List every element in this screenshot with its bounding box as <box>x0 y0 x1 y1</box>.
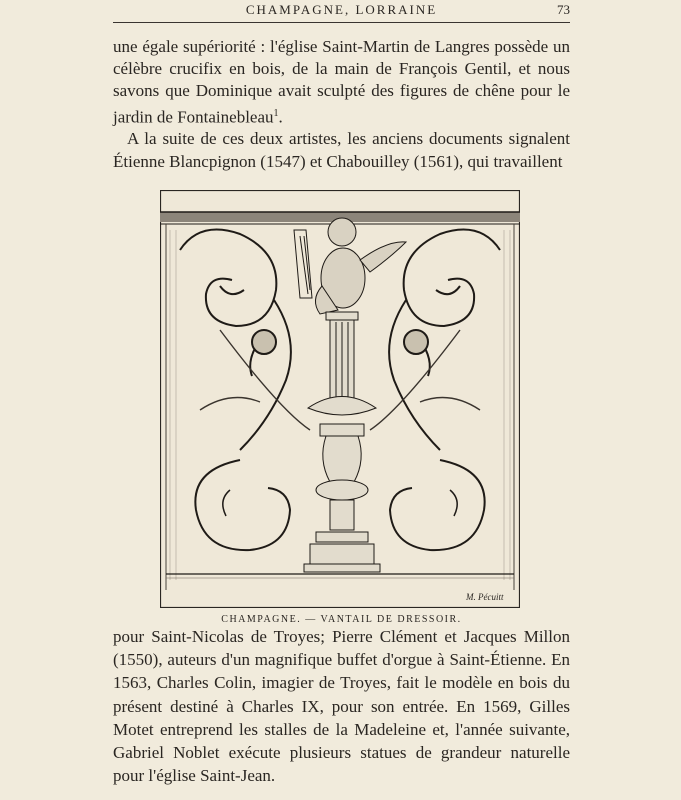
engraving-figure <box>160 190 520 608</box>
footnote-reference[interactable]: 1 <box>273 107 279 119</box>
paragraph-1-text: une égale supériorité : l'église Saint-Martin de Langres possède un célèbre crucifix en bois, de la main de François Gentil, et nous savons que Dominique avait sculpté des figures de chêne pour le jardin de Fontainebleau <box>113 37 570 127</box>
page-number: 73 <box>557 2 570 17</box>
paragraph-2-start: A la suite de ces deux artistes, les anciens documents signalent Étienne Blancpignon (1547) et Chabouilley (1561), qui travaillent <box>113 129 570 171</box>
paragraph-1-end: . <box>278 107 283 127</box>
paragraph-continued <box>113 36 570 173</box>
figure-caption: CHAMPAGNE. — VANTAIL DE DRESSOIR. <box>221 614 462 625</box>
engraver-signature: M. Pécuitt <box>466 592 504 602</box>
dresser-panel-engraving <box>160 190 520 608</box>
running-head: CHAMPAGNE, LORRAINE <box>245 2 438 17</box>
paragraph-continuation: pour Saint-Nicolas de Troyes; Pierre Clément et Jacques Millon (1550), auteurs d'un magnifique buffet d'orgue à Saint-Étienne. En 1563, Charles Colin, imagier de Troyes, fait le modèle en bois du présent destiné à Charles IX, pour son entrée. En 1569, Gilles Motet entreprend les stalles de la Madeleine et, l'année suivante, Gabriel Noblet exécute plusieurs statues de grandeur naturelle pour l'église Saint-Jean. <box>113 627 570 786</box>
page-header <box>113 0 570 23</box>
